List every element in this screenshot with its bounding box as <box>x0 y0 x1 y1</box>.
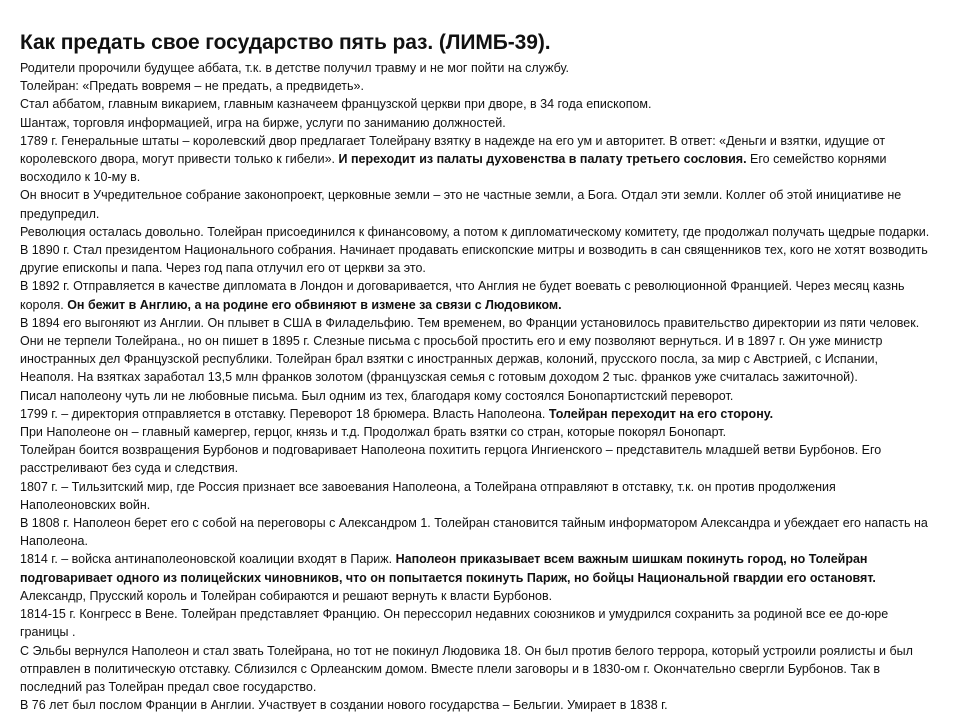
text-run: В 1892 г. Отправляется в качестве дипломата в Лондон и договаривается, что Англия не будет воевать с революционной Францией. Через месяц казнь короля. <box>20 279 905 312</box>
paragraph <box>20 59 930 77</box>
text-run: Его семейство корнями восходило к 10-му в. <box>20 152 887 185</box>
text-run: Революция осталась довольно. Толейран присоединился к финансовому, а потом к дипломатическому комитету, где продолжал получать щедрые подарки. В 1890 г. Стал президентом Национального собрания. Начинает продавать епископские митры и возводить в сан священников тех, кого не хотят возводить другие епископы и папа. Через год папа отлучил его от церкви за это. <box>20 224 930 276</box>
text-run: Писал наполеону чуть ли не любовные письма. Был одним из тех, благодаря кому состоялся Бонопартистский переворот. <box>20 388 734 403</box>
text-run: 1814 г. – войска антинаполеоновской коалиции входят в Париж. <box>20 552 396 567</box>
paragraph <box>20 696 930 714</box>
text-run: Он вносит в Учредительное собрание законопроект, церковные земли – это не частные земли, а Бога. Отдал эти земли. Коллег об этой инициативе не предупредил. <box>20 188 902 221</box>
paragraph <box>20 478 930 514</box>
paragraph <box>20 223 930 278</box>
paragraph <box>20 441 930 477</box>
paragraph <box>20 77 930 95</box>
paragraph <box>20 405 930 423</box>
paragraph <box>20 514 930 550</box>
text-run: Стал аббатом, главным викарием, главным казначеем французской церкви при дворе, в 34 года епископом. <box>20 97 652 112</box>
bold-text: Толейран переходит на его сторону. <box>548 406 774 421</box>
bold-text: И переходит из палаты духовенства в палату третьего сословия. <box>338 152 747 167</box>
text-run: Шантаж, торговля информацией, игра на бирже, услуги по заниманию должностей. <box>20 115 506 130</box>
page-title: Как предать свое государство пять раз. (ЛИМБ-39). <box>20 31 551 54</box>
text-run: Толейран боится возвращения Бурбонов и подговаривает Наполеона похитить герцога Ингиенского – представитель младшей ветви Бурбонов. Его расстреливают без суда и следствия. <box>20 443 882 476</box>
paragraph <box>20 605 930 641</box>
text-run: Толейран: «Предать вовремя – не предать, а предвидеть». <box>20 79 364 94</box>
paragraph <box>20 387 930 405</box>
text-run: В 1894 его выгоняют из Англии. Он плывет в США в Филадельфию. Тем временем, во Франции установилось правительство директории из пяти человек. Они не терпели Толейрана., но он пишет в 1895 г. Слезные письма с просьбой простить его и ему позволяют вернуться. И в 1897 г. Он уже министр иностранных дел Французской республики. Толейран брал взятки с иностранных держав, колоний, прусского посла, за мир с Австрией, с Испании, Неаполя. На взятках заработал 13,5 млн франков золотом (французская семья с готовым доходом 2 тыс. франков уже считалась зажиточной). <box>20 315 920 385</box>
text-run: 1814-15 г. Конгресс в Вене. Толейран представляет Францию. Он перессорил недавних союзников и умудрился сохранить за родиной все ее до-юре границы . <box>20 607 889 640</box>
text-run: Родители пророчили будущее аббата, т.к. в детстве получил травму и не мог пойти на службу. <box>20 61 569 75</box>
text-run: 1807 г. – Тильзитский мир, где Россия признает все завоевания Наполеона, а Толейрана отправляют в отставку, т.к. он против продолжения Наполеоновских войн. <box>20 479 836 512</box>
text-run: 1799 г. – директория отправляется в отставку. Переворот 18 брюмера. Власть Наполеона. <box>20 406 549 421</box>
paragraph <box>20 132 930 187</box>
text-run: В 76 лет был послом Франции в Англии. Участвует в создании нового государства – Бельгии. Умирает в 1838 г. <box>20 698 668 713</box>
text-run: Александр, Прусский король и Толейран собираются и решают вернуть к власти Бурбонов. <box>20 588 553 603</box>
body-text <box>20 59 930 714</box>
paragraph <box>20 423 930 441</box>
paragraph <box>20 277 930 313</box>
text-run: С Эльбы вернулся Наполеон и стал звать Толейрана, но тот не покинул Людовика 18. Он был против белого террора, который устроили роялисты и был отправлен в политическую отставку. Сблизился с Орлеанским домом. Вместе плели заговоры и в 1830-ом г. Окончательно свергли Бурбонов. Так в последний раз Толейран предал свое государство. <box>20 643 913 694</box>
paragraph <box>20 186 930 222</box>
paragraph <box>20 95 930 113</box>
bold-text: Наполеон приказывает всем важным шишкам покинуть город, но Толейран подговаривает одного из полицейских чиновников, что он попытается покинуть Париж, но бойцы Национальной гвардии его остановят. <box>20 552 876 585</box>
paragraph <box>20 642 930 697</box>
paragraph <box>20 314 930 387</box>
paragraph <box>20 550 930 605</box>
bold-text: Он бежит в Англию, а на родине его обвиняют в измене за связи с Людовиком. <box>67 297 562 312</box>
text-run: 1789 г. Генеральные штаты – королевский двор предлагает Толейрану взятку в надежде на его ум и авторитет. В ответ: «Деньги и взятки, идущие от королевского двора, могут привести только к гибели». <box>20 133 886 167</box>
paragraph <box>20 114 930 132</box>
slide-content <box>20 30 930 714</box>
text-run: В 1808 г. Наполеон берет его с собой на переговоры с Александром 1. Толейран становится тайным информатором Александра и убеждает его напасть на Наполеона. <box>20 516 928 549</box>
text-run: При Наполеоне он – главный камергер, герцог, князь и т.д. Продолжал брать взятки со стран, которые покорял Бонопарт. <box>20 425 727 440</box>
